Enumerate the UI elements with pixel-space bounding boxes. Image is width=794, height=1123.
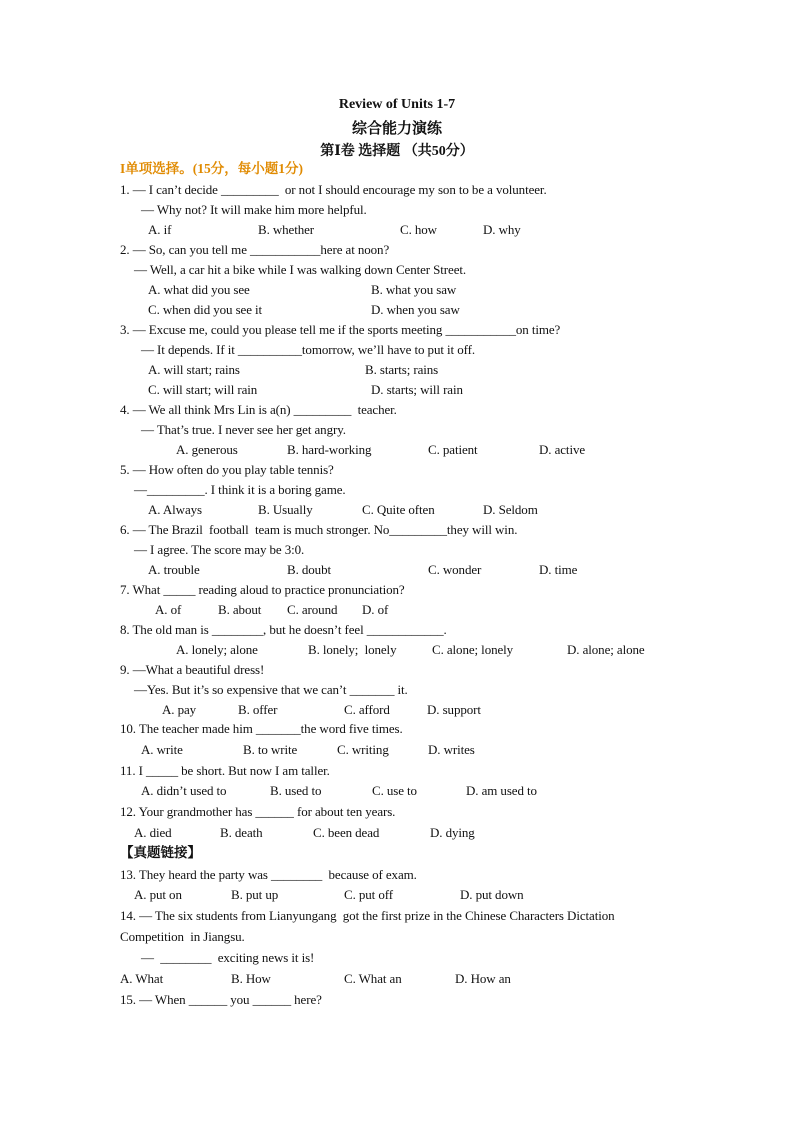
q14-option-d: D. How an [455,971,511,986]
q2-option-d: D. when you saw [371,302,460,317]
q12-option-a: A. died [134,825,172,840]
q13-option-a: A. put on [134,887,182,902]
q10-option-a: A. write [141,742,183,757]
q11-option-a: A. didn’t used to [141,783,227,798]
q8-option-a: A. lonely; alone [176,642,258,657]
q14-stem: 14. — The six students from Lianyungang got the first prize in the Chinese Characters Dictation [120,908,615,923]
q14-reply: — ________ exciting news it is! [141,950,315,965]
q1-stem: 1. — I can’t decide _________ or not I should encourage my son to be a volunteer. [120,182,547,197]
q13-option-c: C. put off [344,887,393,902]
q8-option-b: B. lonely; lonely [308,642,397,657]
q8-stem: 8. The old man is ________, but he doesn’t feel ____________. [120,622,447,637]
q10-stem: 10. The teacher made him _______the word five times. [120,721,403,736]
q2-stem: 2. — So, can you tell me ___________here at noon? [120,242,390,257]
q2-option-b: B. what you saw [371,282,457,297]
q3-option-a: A. will start; rains [148,362,240,377]
q4-option-a: A. generous [176,442,238,457]
q12-option-d: D. dying [430,825,475,840]
q4-stem: 4. — We all think Mrs Lin is a(n) _________ teacher. [120,402,397,417]
q9-stem: 9. —What a beautiful dress! [120,662,265,677]
q9-option-d: D. support [427,702,481,717]
q3-option-d: D. starts; will rain [371,382,463,397]
q11-option-b: B. used to [270,783,322,798]
q14-option-b: B. How [231,971,271,986]
q2-reply: — Well, a car hit a bike while I was walking down Center Street. [134,262,467,277]
q1-option-d: D. why [483,222,521,237]
title-english: Review of Units 1-7 [338,97,456,112]
q6-option-d: D. time [539,562,578,577]
q12-option-b: B. death [220,825,263,840]
q11-option-c: C. use to [372,783,417,798]
q7-stem: 7. What _____ reading aloud to practice pronunciation? [120,582,405,597]
q7-option-c: C. around [287,602,338,617]
q1-option-a: A. if [148,222,172,237]
q6-reply: — I agree. The score may be 3:0. [134,542,305,557]
q5-option-a: A. Always [148,502,202,517]
q3-stem: 3. — Excuse me, could you please tell me if the sports meeting ___________on time? [120,322,561,337]
q14-option-a: A. What [120,971,164,986]
q8-option-d: D. alone; alone [567,642,645,657]
q7-option-a: A. of [155,602,182,617]
q13-stem: 13. They heard the party was ________ because of exam. [120,867,417,882]
q4-option-c: C. patient [428,442,478,457]
q15-stem: 15. — When ______ you ______ here? [120,992,322,1007]
q10-option-c: C. writing [337,742,389,757]
q13-option-d: D. put down [460,887,524,902]
q6-option-c: C. wonder [428,562,482,577]
q5-reply: —_________. I think it is a boring game. [134,482,346,497]
q5-option-d: D. Seldom [483,502,538,517]
q2-option-c: C. when did you see it [148,302,263,317]
q14-option-c: C. What an [344,971,402,986]
q1-option-c: C. how [400,222,437,237]
q12-stem: 12. Your grandmother has ______ for about ten years. [120,804,396,819]
section-heading: I单项选择。(15分，每小题1分) [120,161,303,176]
q1-reply: — Why not? It will make him more helpful. [141,202,367,217]
q11-stem: 11. I _____ be short. But now I am taller. [120,763,330,778]
q6-option-b: B. doubt [287,562,331,577]
q9-option-a: A. pay [162,702,197,717]
q7-option-b: B. about [218,602,262,617]
q4-option-d: D. active [539,442,586,457]
q2-option-a: A. what did you see [148,282,250,297]
q10-option-d: D. writes [428,742,475,757]
q3-option-c: C. will start; will rain [148,382,258,397]
q5-stem: 5. — How often do you play table tennis? [120,462,334,477]
real-exam-link-heading: 【真题链接】 [120,845,201,860]
part-heading: 第Ⅰ卷 选择题 （共50分） [320,144,474,159]
q3-reply: — It depends. If it __________tomorrow, we’ll have to put it off. [141,342,475,357]
q5-option-b: B. Usually [258,502,313,517]
q4-reply: — That’s true. I never see her get angry. [141,422,346,437]
q4-option-b: B. hard-working [287,442,372,457]
q9-option-b: B. offer [238,702,278,717]
q13-option-b: B. put up [231,887,279,902]
q8-option-c: C. alone; lonely [432,642,514,657]
q9-option-c: C. afford [344,702,390,717]
q9-reply: —Yes. But it’s so expensive that we can’t _______ it. [134,682,408,697]
q7-option-d: D. of [362,602,389,617]
q11-option-d: D. am used to [466,783,537,798]
q10-option-b: B. to write [243,742,298,757]
q5-option-c: C. Quite often [362,502,435,517]
q1-option-b: B. whether [258,222,315,237]
q6-stem: 6. — The Brazil football team is much stronger. No_________they will win. [120,522,518,537]
title-chinese: 综合能力演练 [351,121,442,137]
q6-option-a: A. trouble [148,562,200,577]
q12-option-c: C. been dead [313,825,380,840]
q3-option-b: B. starts; rains [365,362,439,377]
q14-stem-continued: Competition in Jiangsu. [120,929,245,944]
